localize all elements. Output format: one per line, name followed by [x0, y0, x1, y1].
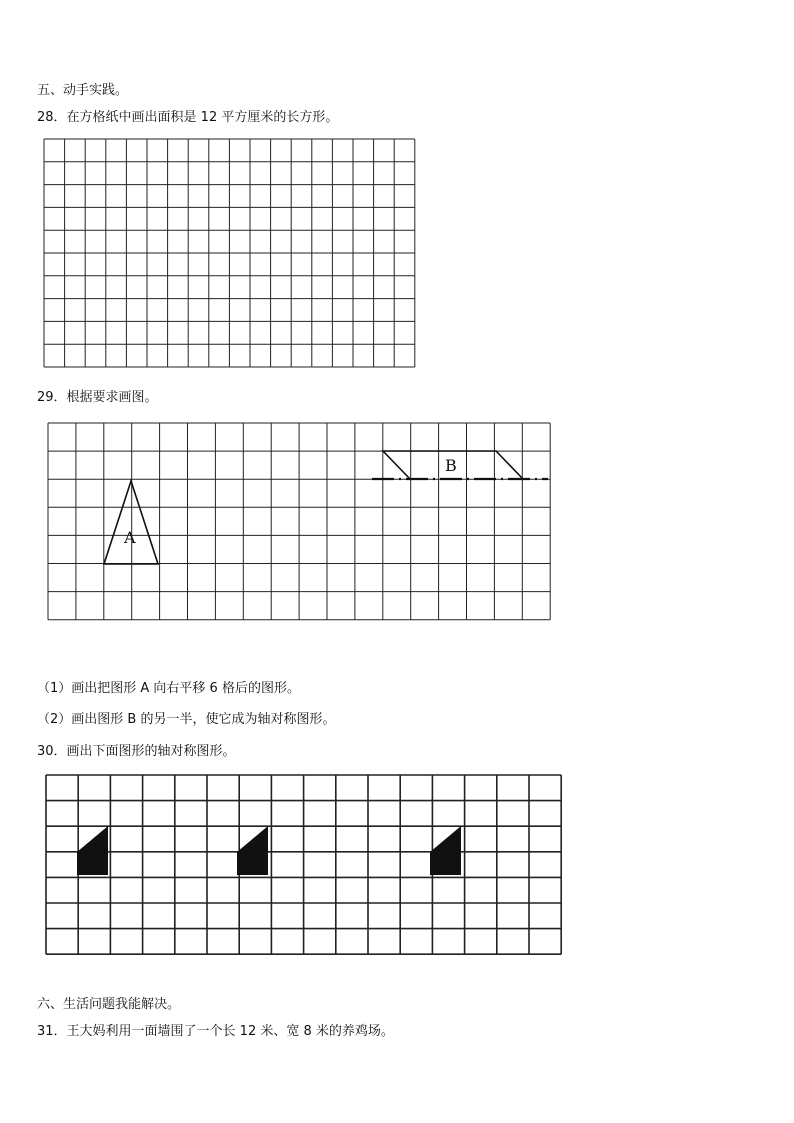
question-28-text: 28．在方格纸中画出面积是 12 平方厘米的长方形。: [37, 110, 339, 125]
triangle-a: [104, 481, 158, 564]
question-31-text: 31．王大妈利用一面墙围了一个长 12 米、宽 8 米的养鸡场。: [37, 1024, 394, 1039]
grid-question-28: [44, 139, 415, 367]
grid-question-29: [48, 423, 550, 620]
section-6-heading: 六、生活问题我能解决。: [37, 997, 181, 1012]
shape-1: [77, 826, 108, 875]
shape-b-label: B: [445, 456, 457, 475]
question-30-text: 30．画出下面图形的轴对称图形。: [37, 744, 236, 759]
question-29-text: 29．根据要求画图。: [37, 390, 158, 405]
shape-3: [430, 826, 461, 875]
shape-2: [237, 826, 268, 875]
triangle-a-label: A: [124, 528, 136, 547]
question-29-sub-2: （2）画出图形 B 的另一半，使它成为轴对称图形。: [37, 712, 336, 727]
question-29-sub-1: （1）画出把图形 A 向右平移 6 格后的图形。: [37, 681, 300, 696]
grid-question-30: [46, 775, 561, 954]
section-5-heading: 五、动手实践。: [37, 83, 129, 98]
